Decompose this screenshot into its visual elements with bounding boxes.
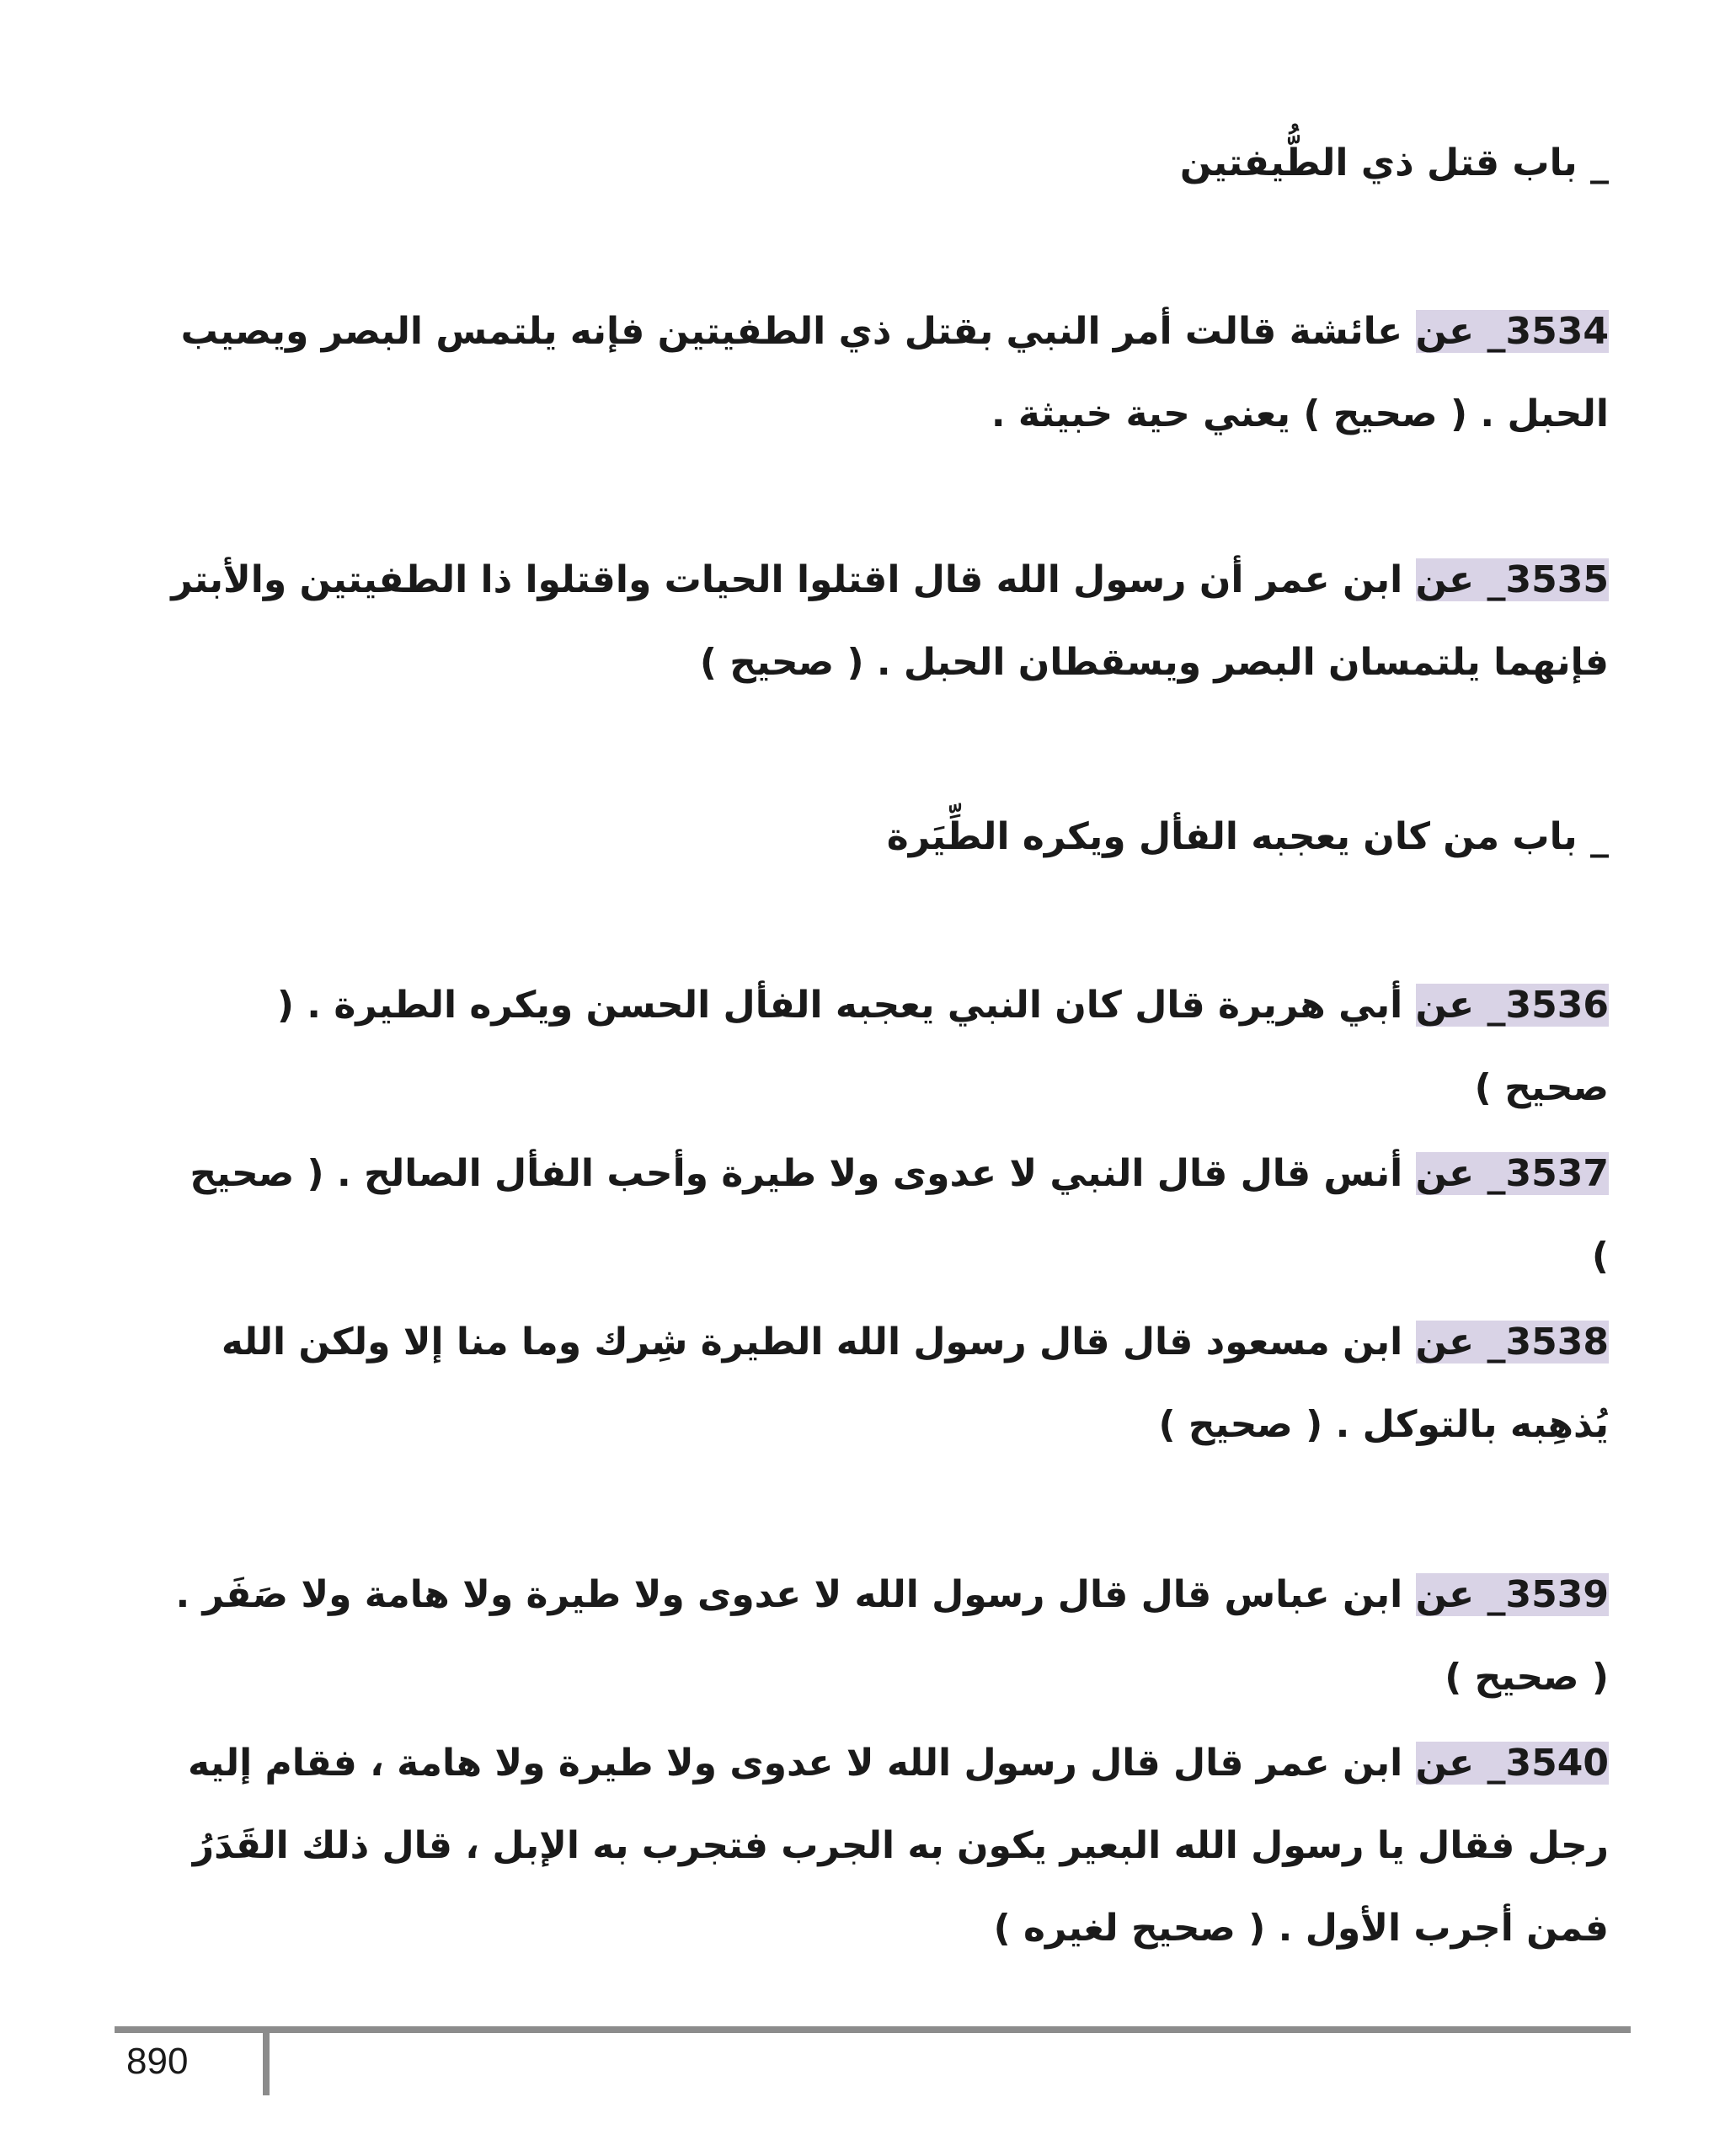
hadith-3537: [168, 1133, 1609, 1298]
hadith-number: 3537_ عن: [1415, 1152, 1609, 1195]
hadith-text: عائشة قالت أمر النبي بقتل ذي الطفيتين فإنه يلتمس البصر ويصيب الحبل . ( صحيح ) يعني حية خبيثة .: [180, 310, 1609, 435]
hadith-number: 3534_ عن: [1415, 310, 1609, 353]
hadith-3540: [168, 1722, 1609, 1970]
hadith-3534: [168, 291, 1609, 456]
hadith-text: أنس قال قال النبي لا عدوى ولا طيرة وأحب الفأل الصالح . ( صحيح ): [190, 1152, 1609, 1278]
hadith-text: ابن عباس قال قال رسول الله لا عدوى ولا طيرة ولا هامة ولا صَفَر . ( صحيح ): [175, 1573, 1609, 1699]
hadith-text: ابن عمر أن رسول الله قال اقتلوا الحيات واقتلوا ذا الطفيتين والأبتر فإنهما يلتمسان البصر ويسقطان الحبل . ( صحيح ): [171, 558, 1609, 684]
footer-divider-tick: [263, 2030, 270, 2095]
footer-rule: [115, 2026, 1631, 2033]
hadith-3539: [168, 1554, 1609, 1719]
hadith-3535: [168, 539, 1609, 704]
hadith-3538: [168, 1301, 1609, 1466]
hadith-number: 3535_ عن: [1415, 558, 1609, 601]
page-number: 890: [126, 2041, 189, 2082]
section-heading-tufyatayn: _ باب قتل ذي الطُّيفتين: [1179, 141, 1609, 184]
hadith-number: 3540_ عن: [1415, 1742, 1609, 1785]
hadith-3536: [168, 964, 1609, 1129]
section-heading-fal-tiyara: _ باب من كان يعجبه الفأل ويكره الطِّيَرة: [886, 815, 1609, 858]
hadith-text: ابن عمر قال قال رسول الله لا عدوى ولا طيرة ولا هامة ، فقام إليه رجل فقال يا رسول الله البعير يكون به الجرب فتجرب به الإبل ، قال ذلك القَدَرُ فمن أجرب الأول . ( صحيح لغيره ): [187, 1742, 1609, 1950]
hadith-text: ابن مسعود قال قال رسول الله الطيرة شِرك وما منا إلا ولكن الله يُذهِبه بالتوكل . ( صحيح ): [221, 1321, 1609, 1446]
hadith-number: 3538_ عن: [1415, 1321, 1609, 1364]
hadith-number: 3539_ عن: [1415, 1573, 1609, 1616]
hadith-text: أبي هريرة قال كان النبي يعجبه الفأل الحسن ويكره الطيرة . ( صحيح ): [276, 984, 1609, 1109]
hadith-number: 3536_ عن: [1415, 984, 1609, 1027]
